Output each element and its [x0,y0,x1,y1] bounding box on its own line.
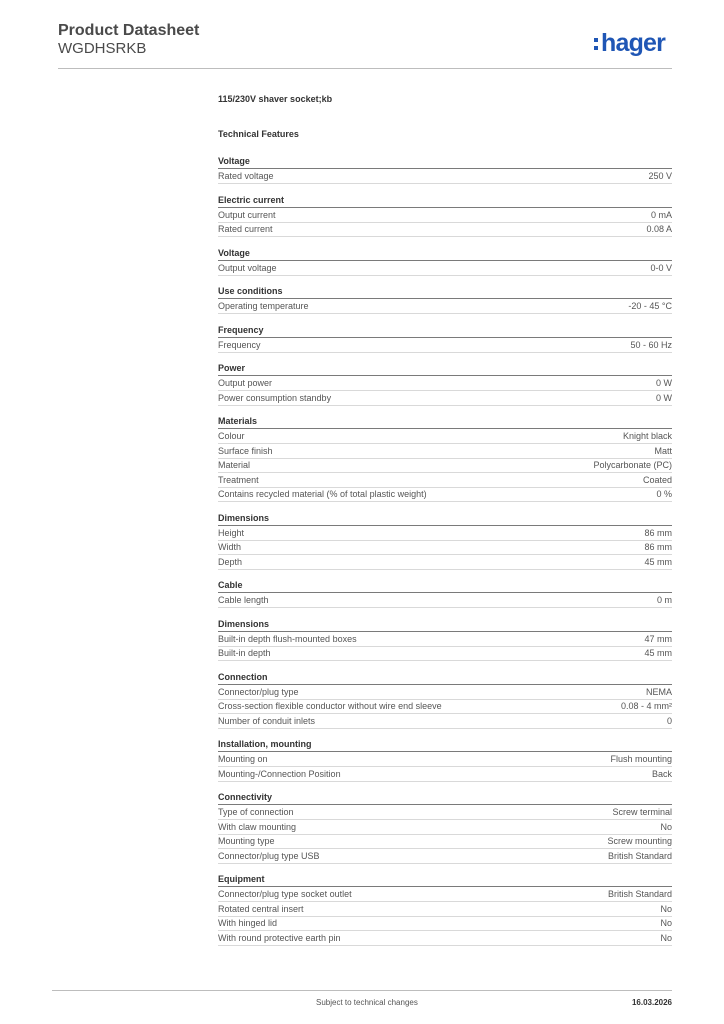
section-title: Connection [218,671,672,685]
section-title: Electric current [218,194,672,208]
product-name: 115/230V shaver socket;kb [218,94,333,104]
spec-label: Colour [218,431,245,441]
spec-row [218,646,672,661]
spec-label: Surface finish [218,445,273,456]
spec-row [218,261,672,276]
spec-value: 0.08 A [646,224,672,234]
footer-divider [52,990,672,991]
spec-label: Treatment [218,474,259,485]
spec-row [218,222,672,237]
spec-label: Frequency [218,339,261,350]
spec-label: Connector/plug type USB [218,850,320,861]
spec-row [218,593,672,608]
section-title: Use conditions [218,285,672,299]
spec-label: With claw mounting [218,821,297,832]
spec-value: Coated [642,474,672,485]
spec-row [218,805,672,820]
logo-wordmark: hager [601,29,666,57]
spec-label: Connector/plug type [218,686,299,697]
spec-label: Built-in depth flush-mounted boxes [218,633,357,644]
spec-label: Material [218,460,251,470]
spec-value: 45 mm [644,556,672,567]
spec-label: Depth [218,556,243,567]
spec-label: Connector/plug type socket outlet [218,889,352,899]
spec-label: Mounting type [218,836,275,846]
spec-row [218,916,672,931]
section-title: Equipment [218,873,672,887]
spec-value: 45 mm [644,648,672,658]
section-title: Installation, mounting [218,738,672,752]
spec-value: NEMA [645,686,672,697]
spec-label: Number of conduit inlets [218,715,316,726]
spec-row [218,376,672,391]
spec-label: Operating temperature [218,301,309,311]
spec-row [218,391,672,406]
spec-label: Rated current [218,224,273,234]
spec-value: 250 V [648,171,672,181]
spec-label: Contains recycled material (% of total plastic weight) [218,489,427,499]
spec-row [218,902,672,917]
spec-label: Output voltage [218,262,277,273]
section-title: Voltage [218,155,672,169]
spec-value: 0 W [655,392,672,403]
section-title: Connectivity [218,791,672,805]
footer-date: 16.03.2026 [631,998,672,1007]
spec-row [218,429,672,444]
section-title: Voltage [218,247,672,261]
spec-row [218,473,672,488]
spec-label: Rated voltage [218,171,274,181]
spec-value: 0 W [655,378,672,388]
section-title: Power [218,362,672,376]
spec-row [218,931,672,946]
spec-label: Mounting-/Connection Position [218,768,341,779]
spec-value: Polycarbonate (PC) [593,460,672,470]
spec-value: 0 % [656,489,672,499]
spec-value: 50 - 60 Hz [630,339,672,350]
spec-row [218,444,672,459]
spec-value: Screw terminal [612,807,672,817]
spec-row [218,887,672,902]
spec-value: 0 m [656,595,672,605]
spec-row [218,526,672,541]
spec-row [218,458,672,473]
section-title: Materials [218,415,672,429]
footer-note: Subject to technical changes [316,998,418,1007]
spec-value: British Standard [607,850,672,861]
spec-label: Built-in depth [218,648,271,658]
hager-logo [594,30,665,56]
spec-label: Power consumption standby [218,392,332,403]
spec-label: Height [218,527,245,538]
spec-label: Cross-section flexible conductor without wire end sleeve [218,701,442,711]
spec-value: 0 [666,715,672,726]
spec-label: Output current [218,209,276,220]
spec-value: 47 mm [644,633,672,644]
page-title: Product Datasheet [58,22,200,39]
spec-label: With hinged lid [218,918,278,928]
product-code: WGDHSRKB [58,40,147,57]
spec-label: Rotated central insert [218,903,304,914]
spec-value: Screw mounting [607,836,672,846]
spec-value: No [660,821,672,832]
spec-value: -20 - 45 °C [628,301,672,311]
spec-value: 0 mA [650,209,672,220]
spec-row [218,714,672,729]
spec-row [218,555,672,570]
spec-row [218,338,672,353]
spec-value: 86 mm [644,527,672,538]
spec-label: Width [218,542,242,552]
spec-row [218,834,672,849]
spec-value: Back [651,768,672,779]
spec-label: Output power [218,378,273,388]
spec-value: 0-0 V [650,262,672,273]
spec-value: Knight black [622,431,672,441]
spec-value: 86 mm [644,542,672,552]
spec-row [218,685,672,700]
spec-row [218,540,672,555]
spec-row [218,849,672,864]
spec-value: No [660,918,672,928]
section-title: Cable [218,579,672,593]
header-divider [58,68,672,69]
spec-row [218,487,672,502]
logo-dots-icon [594,38,598,50]
spec-row [218,699,672,714]
spec-row [218,208,672,223]
spec-row [218,820,672,835]
spec-value: No [660,903,672,914]
spec-row [218,632,672,647]
section-title: Dimensions [218,618,672,632]
section-title: Dimensions [218,512,672,526]
spec-label: Cable length [218,595,269,605]
spec-value: Matt [654,445,672,456]
spec-label: Mounting on [218,754,268,764]
features-heading: Technical Features [218,129,299,139]
spec-row [218,299,672,314]
spec-label: With round protective earth pin [218,932,341,943]
section-title: Frequency [218,324,672,338]
spec-row [218,767,672,782]
spec-row [218,169,672,184]
spec-label: Type of connection [218,807,294,817]
spec-value: 0.08 - 4 mm² [620,701,672,711]
spec-row [218,752,672,767]
spec-value: British Standard [607,889,672,899]
spec-value: Flush mounting [610,754,672,764]
spec-value: No [660,932,672,943]
